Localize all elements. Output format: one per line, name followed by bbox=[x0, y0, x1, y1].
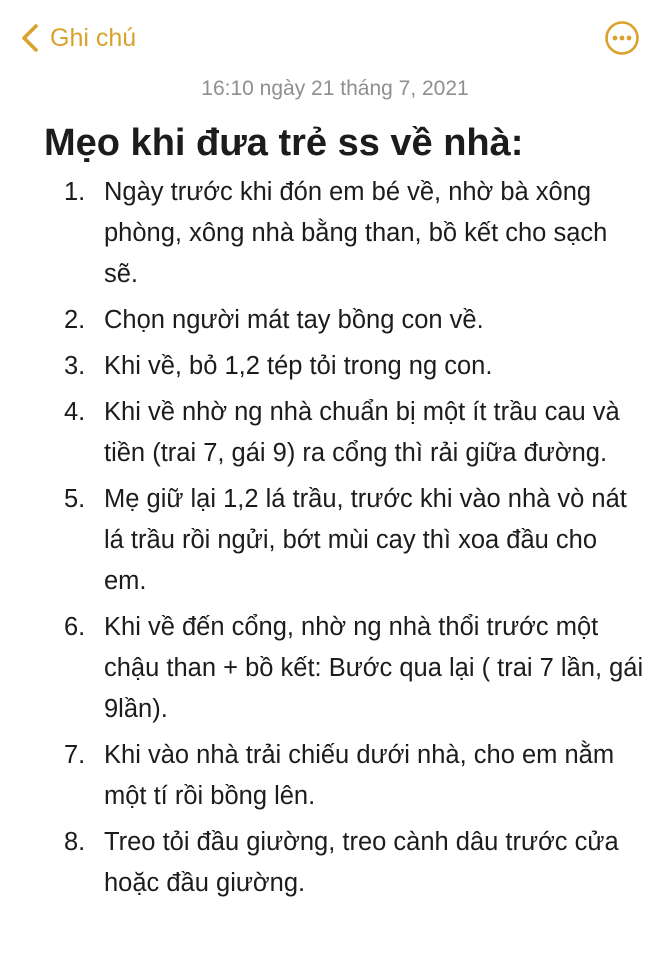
list-item-number: 8. bbox=[64, 828, 86, 856]
list-item-number: 6. bbox=[64, 613, 86, 641]
note-timestamp: 16:10 ngày 21 tháng 7, 2021 bbox=[201, 77, 469, 100]
list-item-text: Ngày trước khi đón em bé về, nhờ bà xông phòng, xông nhà bằng than, bồ kết cho sạch sẽ. bbox=[104, 178, 608, 288]
list-item-number: 1. bbox=[64, 178, 86, 206]
nav-bar bbox=[0, 0, 670, 74]
list-item-text: Mẹ giữ lại 1,2 lá trầu, trước khi vào nhà vò nát lá trầu rồi ngửi, bớt mùi cay thì xoa đầu cho em. bbox=[104, 485, 627, 595]
list-item-number: 5. bbox=[64, 485, 86, 513]
list-item-text: Khi vào nhà trải chiếu dưới nhà, cho em nằm một tí rồi bồng lên. bbox=[104, 741, 615, 810]
list-item[interactable] bbox=[0, 172, 670, 295]
list-item[interactable] bbox=[0, 300, 670, 341]
list-item-text: Chọn người mát tay bồng con về. bbox=[104, 306, 484, 334]
list-item-text: Khi về, bỏ 1,2 tép tỏi trong ng con. bbox=[104, 352, 493, 380]
ellipsis-circle-icon bbox=[604, 20, 640, 56]
list-item-number: 7. bbox=[64, 741, 86, 769]
list-item-text: Khi về nhờ ng nhà chuẩn bị một ít trầu cau và tiền (trai 7, gái 9) ra cổng thì rải giữa đường. bbox=[104, 398, 620, 467]
list-item[interactable] bbox=[0, 346, 670, 387]
note-list[interactable] bbox=[0, 172, 670, 909]
back-button[interactable] bbox=[16, 20, 136, 56]
list-item[interactable] bbox=[0, 479, 670, 602]
list-item[interactable] bbox=[0, 822, 670, 904]
list-item-text: Khi về đến cổng, nhờ ng nhà thổi trước một chậu than + bồ kết: Bước qua lại ( trai 7 lần, gái 9lần). bbox=[104, 613, 644, 723]
chevron-left-icon bbox=[16, 20, 46, 56]
back-button-label: Ghi chú bbox=[50, 24, 137, 52]
note-title[interactable]: Mẹo khi đưa trẻ ss về nhà: bbox=[44, 122, 524, 164]
more-options-button[interactable] bbox=[604, 20, 640, 56]
list-item[interactable] bbox=[0, 392, 670, 474]
list-item-number: 3. bbox=[64, 352, 86, 380]
list-item-text: Treo tỏi đầu giường, treo cành dâu trước cửa hoặc đầu giường. bbox=[104, 828, 619, 897]
list-item[interactable] bbox=[0, 607, 670, 730]
list-item-number: 2. bbox=[64, 306, 86, 334]
list-item[interactable] bbox=[0, 735, 670, 817]
list-item-number: 4. bbox=[64, 398, 86, 426]
